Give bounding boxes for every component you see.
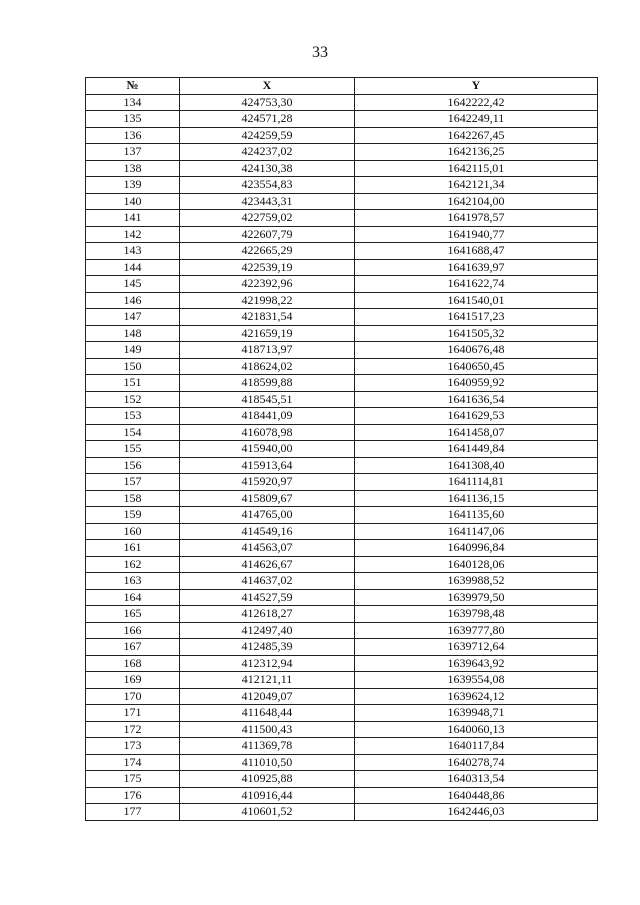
row-number: 144 xyxy=(86,259,180,276)
table-row xyxy=(86,804,598,821)
table-row xyxy=(86,193,598,210)
coordinate-y: 1641940,77 xyxy=(355,226,598,243)
table-row xyxy=(86,127,598,144)
coordinate-y: 1640996,84 xyxy=(355,540,598,557)
table-row xyxy=(86,111,598,128)
coordinate-x: 411648,44 xyxy=(180,705,355,722)
row-number: 145 xyxy=(86,276,180,293)
table-row xyxy=(86,144,598,161)
coordinate-y: 1641136,15 xyxy=(355,490,598,507)
coordinate-x: 412049,07 xyxy=(180,688,355,705)
coordinate-y: 1639777,80 xyxy=(355,622,598,639)
coordinate-y: 1641639,97 xyxy=(355,259,598,276)
coordinate-x: 414626,67 xyxy=(180,556,355,573)
coordinate-y: 1642249,11 xyxy=(355,111,598,128)
coordinate-y: 1642115,01 xyxy=(355,160,598,177)
coordinate-y: 1640060,13 xyxy=(355,721,598,738)
coordinate-y: 1639554,08 xyxy=(355,672,598,689)
row-number: 147 xyxy=(86,309,180,326)
header-x: X xyxy=(180,78,355,95)
coordinate-x: 418624,02 xyxy=(180,358,355,375)
coordinate-y: 1640650,45 xyxy=(355,358,598,375)
coordinate-y: 1642136,25 xyxy=(355,144,598,161)
coordinate-x: 415940,00 xyxy=(180,441,355,458)
row-number: 152 xyxy=(86,391,180,408)
table-row xyxy=(86,606,598,623)
coordinate-x: 424130,38 xyxy=(180,160,355,177)
table-row xyxy=(86,672,598,689)
coordinate-x: 414527,59 xyxy=(180,589,355,606)
row-number: 167 xyxy=(86,639,180,656)
row-number: 134 xyxy=(86,94,180,111)
row-number: 138 xyxy=(86,160,180,177)
table-row xyxy=(86,589,598,606)
coordinate-x: 421998,22 xyxy=(180,292,355,309)
coordinate-x: 414549,16 xyxy=(180,523,355,540)
coordinate-y: 1641458,07 xyxy=(355,424,598,441)
row-number: 148 xyxy=(86,325,180,342)
row-number: 175 xyxy=(86,771,180,788)
table-row xyxy=(86,738,598,755)
coordinate-y: 1641449,84 xyxy=(355,441,598,458)
table-row xyxy=(86,292,598,309)
coordinate-x: 424259,59 xyxy=(180,127,355,144)
table-row xyxy=(86,771,598,788)
table-row xyxy=(86,556,598,573)
coordinate-y: 1642222,42 xyxy=(355,94,598,111)
row-number: 137 xyxy=(86,144,180,161)
row-number: 154 xyxy=(86,424,180,441)
coordinate-y: 1639988,52 xyxy=(355,573,598,590)
table-row xyxy=(86,457,598,474)
table-row xyxy=(86,358,598,375)
coordinate-x: 422392,96 xyxy=(180,276,355,293)
row-number: 165 xyxy=(86,606,180,623)
coordinate-x: 410916,44 xyxy=(180,787,355,804)
coordinate-y: 1641629,53 xyxy=(355,408,598,425)
row-number: 176 xyxy=(86,787,180,804)
coordinate-y: 1640117,84 xyxy=(355,738,598,755)
table-row xyxy=(86,160,598,177)
coordinate-x: 422607,79 xyxy=(180,226,355,243)
coordinate-x: 421659,19 xyxy=(180,325,355,342)
coordinate-x: 423554,83 xyxy=(180,177,355,194)
coordinate-x: 418599,88 xyxy=(180,375,355,392)
coordinate-x: 424753,30 xyxy=(180,94,355,111)
table-row xyxy=(86,639,598,656)
table-row xyxy=(86,259,598,276)
coordinate-x: 424571,28 xyxy=(180,111,355,128)
row-number: 169 xyxy=(86,672,180,689)
coordinate-y: 1642267,45 xyxy=(355,127,598,144)
row-number: 162 xyxy=(86,556,180,573)
table-row xyxy=(86,424,598,441)
row-number: 173 xyxy=(86,738,180,755)
row-number: 156 xyxy=(86,457,180,474)
coordinate-y: 1639979,50 xyxy=(355,589,598,606)
coordinate-x: 415913,64 xyxy=(180,457,355,474)
table-row xyxy=(86,573,598,590)
row-number: 172 xyxy=(86,721,180,738)
coordinate-y: 1641135,60 xyxy=(355,507,598,524)
table-row xyxy=(86,507,598,524)
coordinate-x: 422759,02 xyxy=(180,210,355,227)
coordinate-y: 1641688,47 xyxy=(355,243,598,260)
table-header xyxy=(86,78,598,95)
coordinate-x: 412497,40 xyxy=(180,622,355,639)
coordinate-x: 411500,43 xyxy=(180,721,355,738)
row-number: 151 xyxy=(86,375,180,392)
coordinate-y: 1639624,12 xyxy=(355,688,598,705)
coordinate-x: 424237,02 xyxy=(180,144,355,161)
coordinate-y: 1640959,92 xyxy=(355,375,598,392)
coordinate-x: 411369,78 xyxy=(180,738,355,755)
table-row xyxy=(86,375,598,392)
coordinate-x: 411010,50 xyxy=(180,754,355,771)
page-number: 33 xyxy=(312,44,328,61)
header-y: Y xyxy=(355,78,598,95)
coordinate-x: 422665,29 xyxy=(180,243,355,260)
table-row xyxy=(86,210,598,227)
table-row xyxy=(86,523,598,540)
table-row xyxy=(86,94,598,111)
table-row xyxy=(86,622,598,639)
coordinate-x: 414765,00 xyxy=(180,507,355,524)
row-number: 171 xyxy=(86,705,180,722)
row-number: 143 xyxy=(86,243,180,260)
coordinate-x: 418545,51 xyxy=(180,391,355,408)
table-row xyxy=(86,787,598,804)
coordinate-x: 415920,97 xyxy=(180,474,355,491)
table-row xyxy=(86,721,598,738)
coordinate-y: 1641978,57 xyxy=(355,210,598,227)
coordinate-y: 1641636,54 xyxy=(355,391,598,408)
table-row xyxy=(86,243,598,260)
row-number: 164 xyxy=(86,589,180,606)
coordinate-x: 418441,09 xyxy=(180,408,355,425)
row-number: 158 xyxy=(86,490,180,507)
coordinate-y: 1639712,64 xyxy=(355,639,598,656)
row-number: 146 xyxy=(86,292,180,309)
table-body xyxy=(86,94,598,820)
coordinate-y: 1640128,06 xyxy=(355,556,598,573)
row-number: 149 xyxy=(86,342,180,359)
row-number: 159 xyxy=(86,507,180,524)
table-row xyxy=(86,705,598,722)
row-number: 157 xyxy=(86,474,180,491)
row-number: 150 xyxy=(86,358,180,375)
table-row xyxy=(86,540,598,557)
coordinate-y: 1640676,48 xyxy=(355,342,598,359)
table-row xyxy=(86,391,598,408)
row-number: 168 xyxy=(86,655,180,672)
table-row xyxy=(86,474,598,491)
coordinate-x: 415809,67 xyxy=(180,490,355,507)
table-row xyxy=(86,441,598,458)
coordinate-y: 1639798,48 xyxy=(355,606,598,623)
row-number: 139 xyxy=(86,177,180,194)
coordinate-y: 1640448,86 xyxy=(355,787,598,804)
coordinate-y: 1641114,81 xyxy=(355,474,598,491)
coordinate-y: 1642104,00 xyxy=(355,193,598,210)
coordinate-x: 414563,07 xyxy=(180,540,355,557)
coordinate-x: 423443,31 xyxy=(180,193,355,210)
table-row xyxy=(86,688,598,705)
table-row xyxy=(86,226,598,243)
coordinate-x: 421831,54 xyxy=(180,309,355,326)
row-number: 166 xyxy=(86,622,180,639)
coordinate-y: 1641540,01 xyxy=(355,292,598,309)
table-row xyxy=(86,655,598,672)
coordinate-x: 412312,94 xyxy=(180,655,355,672)
coordinate-y: 1641147,06 xyxy=(355,523,598,540)
coordinate-x: 422539,19 xyxy=(180,259,355,276)
coordinate-y: 1642446,03 xyxy=(355,804,598,821)
coordinate-x: 410925,88 xyxy=(180,771,355,788)
coordinate-y: 1639948,71 xyxy=(355,705,598,722)
row-number: 155 xyxy=(86,441,180,458)
coordinate-x: 418713,97 xyxy=(180,342,355,359)
table-row xyxy=(86,342,598,359)
table-row xyxy=(86,490,598,507)
row-number: 160 xyxy=(86,523,180,540)
row-number: 136 xyxy=(86,127,180,144)
coordinate-y: 1640278,74 xyxy=(355,754,598,771)
header-number: № xyxy=(86,78,180,95)
coordinate-y: 1641517,23 xyxy=(355,309,598,326)
row-number: 153 xyxy=(86,408,180,425)
header-row xyxy=(86,78,598,95)
row-number: 174 xyxy=(86,754,180,771)
table-row xyxy=(86,177,598,194)
coordinate-y: 1642121,34 xyxy=(355,177,598,194)
coordinate-x: 412618,27 xyxy=(180,606,355,623)
table-row xyxy=(86,276,598,293)
row-number: 161 xyxy=(86,540,180,557)
row-number: 170 xyxy=(86,688,180,705)
coordinates-table xyxy=(85,77,598,821)
coordinate-x: 412121,11 xyxy=(180,672,355,689)
coordinate-x: 416078,98 xyxy=(180,424,355,441)
row-number: 141 xyxy=(86,210,180,227)
coordinate-x: 414637,02 xyxy=(180,573,355,590)
coordinate-y: 1639643,92 xyxy=(355,655,598,672)
table-row xyxy=(86,408,598,425)
table-row xyxy=(86,754,598,771)
table-row xyxy=(86,309,598,326)
coordinate-y: 1641622,74 xyxy=(355,276,598,293)
coordinate-y: 1641308,40 xyxy=(355,457,598,474)
row-number: 163 xyxy=(86,573,180,590)
coordinate-y: 1641505,32 xyxy=(355,325,598,342)
table-row xyxy=(86,325,598,342)
row-number: 142 xyxy=(86,226,180,243)
row-number: 135 xyxy=(86,111,180,128)
coordinate-y: 1640313,54 xyxy=(355,771,598,788)
row-number: 177 xyxy=(86,804,180,821)
row-number: 140 xyxy=(86,193,180,210)
coordinate-x: 412485,39 xyxy=(180,639,355,656)
coordinate-x: 410601,52 xyxy=(180,804,355,821)
